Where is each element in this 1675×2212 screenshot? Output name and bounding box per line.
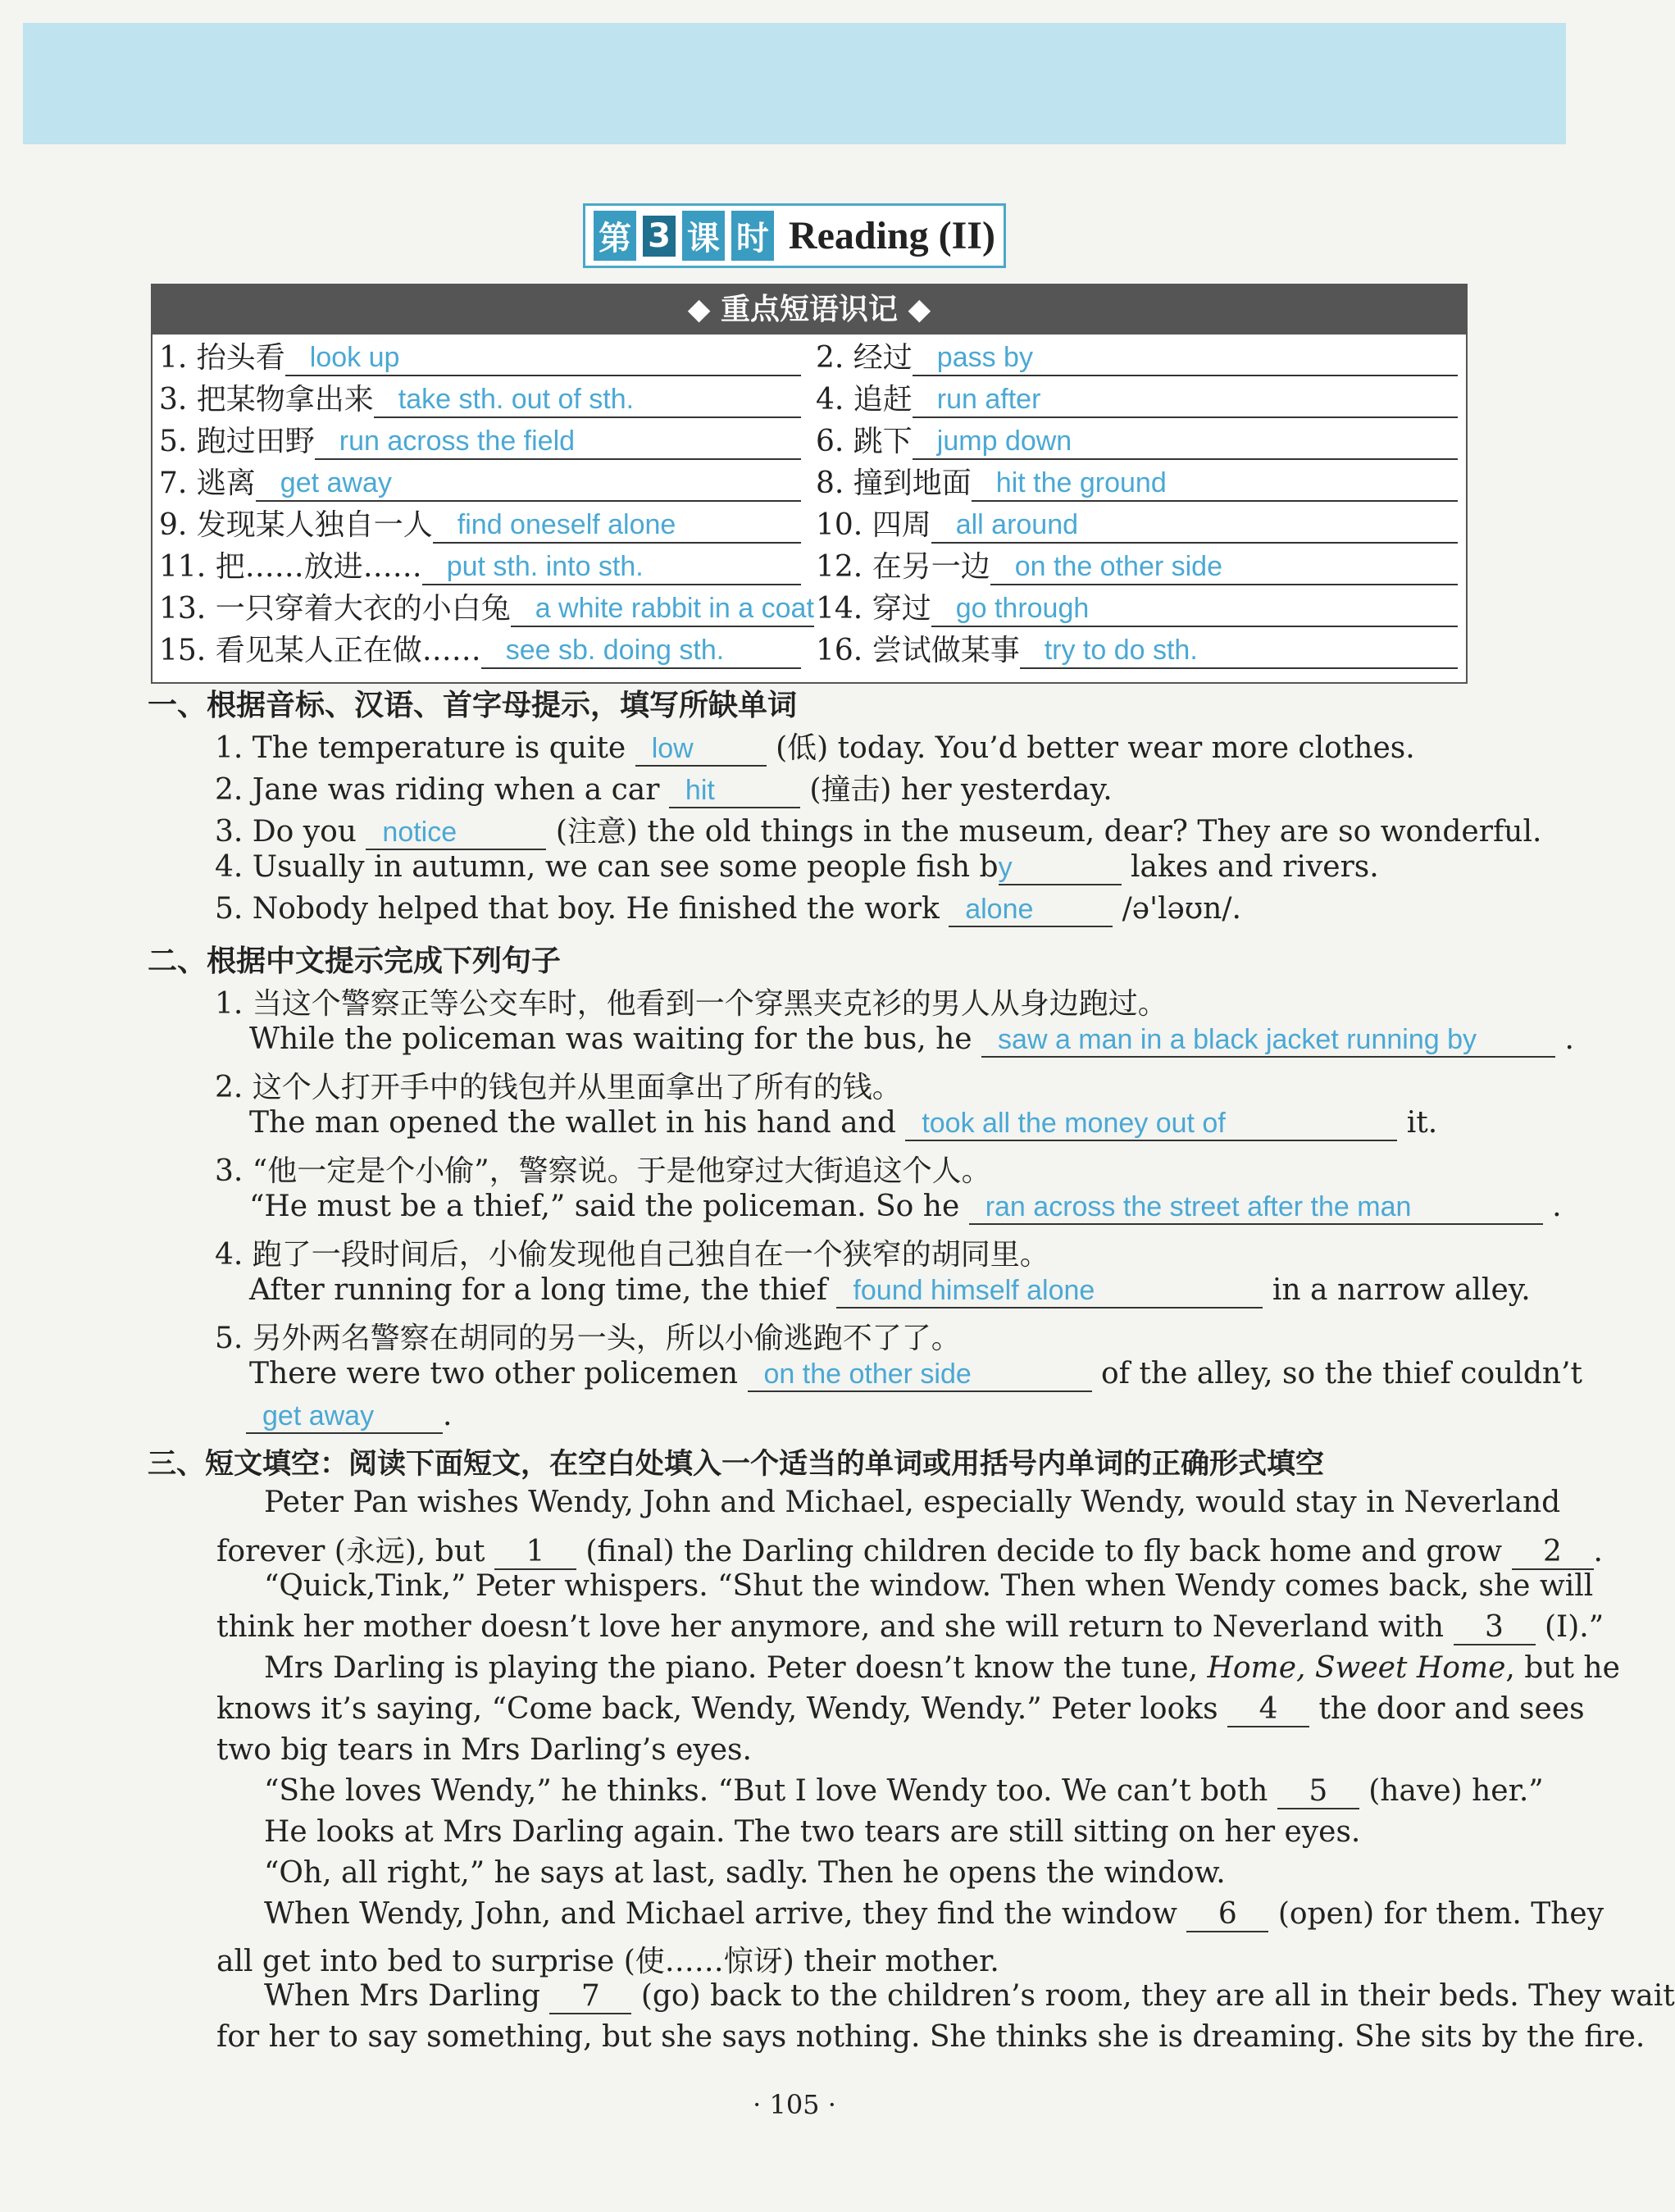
numbered-blank: 1 (494, 1535, 576, 1570)
phrase-label: 12. 在另一边 (816, 550, 990, 584)
answer-blank: ran across the street after the man (969, 1191, 1543, 1225)
answer-blank: notice (366, 817, 546, 850)
phrase-cell (152, 585, 814, 627)
chinese-prompt: 3. “他一定是个小偷”，警察说。于是他穿过大街追这个人。 (215, 1154, 991, 1188)
english-sentence: There were two other policemen on the other side of the alley, so the thief couldn’t (249, 1357, 1582, 1390)
phrase-row (152, 544, 1466, 585)
top-color-band (23, 23, 1566, 144)
phrase-row (152, 376, 1466, 418)
phrase-cell (809, 376, 1466, 418)
phrase-label: 15. 看见某人正在做…… (159, 634, 481, 667)
phrase-cell (809, 460, 1466, 502)
phrase-cell (152, 460, 809, 502)
phrase-cell (809, 418, 1466, 460)
phrase-row (152, 460, 1466, 502)
lesson-title (0, 203, 1589, 268)
phrase-answer: hit the ground (972, 466, 1458, 502)
phrase-cell (809, 544, 1466, 585)
page-number: · 105 · (753, 2089, 836, 2120)
phrase-row (152, 627, 1466, 669)
sentence-end: . (443, 1399, 453, 1432)
section-2-item-5-continuation (246, 1399, 452, 1434)
answer-blank: saw a man in a black jacket running by (981, 1024, 1555, 1058)
phrase-answer: get away (256, 466, 801, 502)
phrase-answer: on the other side (990, 549, 1458, 585)
phrase-label: 5. 跑过田野 (159, 425, 315, 458)
passage-line: He looks at Mrs Darling again. The two tears are still sitting on her eyes. (264, 1815, 1361, 1849)
chinese-prompt: 2. 这个人打开手中的钱包并从里面拿出了所有的钱。 (215, 1071, 902, 1104)
phrase-row (152, 418, 1466, 460)
english-sentence: The man opened the wallet in his hand and took all the money out of it. (249, 1106, 1438, 1140)
section-1-heading: 一、根据音标、汉语、首字母提示，填写所缺单词 (148, 689, 798, 722)
phrase-answer: all around (931, 507, 1458, 544)
phrase-cell (809, 335, 1466, 376)
chinese-prompt: 4. 跑了一段时间后，小偷发现他自己独自在一个狭窄的胡同里。 (215, 1238, 1049, 1272)
english-sentence: “He must be a thief,” said the policeman. So he ran across the street after the man . (249, 1190, 1562, 1223)
song-title: Home, Sweet Home (1207, 1651, 1506, 1685)
numbered-blank: 7 (549, 1979, 631, 2014)
phrase-label: 13. 一只穿着大衣的小白兔 (159, 592, 511, 626)
phrase-table-heading: ◆ 重点短语识记 ◆ (152, 285, 1466, 335)
phrase-answer: pass by (913, 340, 1458, 376)
passage-line: two big tears in Mrs Darling’s eyes. (216, 1733, 752, 1767)
phrase-label: 6. 跳下 (816, 425, 913, 458)
phrase-label: 4. 追赶 (816, 383, 913, 416)
phrase-answer: take sth. out of sth. (374, 382, 801, 418)
numbered-blank: 4 (1227, 1692, 1309, 1727)
passage-line: “Oh, all right,” he says at last, sadly. Then he opens the window. (264, 1856, 1226, 1890)
page-title: Reading (II) (788, 214, 995, 257)
exercise-item: 3. Do you notice (注意) the old things in the museum, dear? They are so wonderful. (215, 815, 1542, 849)
phrase-cell (809, 627, 1466, 669)
passage-line: Peter Pan wishes Wendy, John and Michael, especially Wendy, would stay in Neverland (264, 1486, 1561, 1519)
numbered-blank: 2 (1512, 1535, 1594, 1570)
phrase-cell (152, 418, 809, 460)
answer-blank: on the other side (748, 1359, 1092, 1392)
phrase-label: 16. 尝试做某事 (816, 634, 1020, 667)
answer-blank: took all the money out of (905, 1108, 1397, 1141)
phrase-answer: look up (285, 340, 801, 376)
phrase-answer: try to do sth. (1020, 633, 1458, 669)
chinese-prompt: 5. 另外两名警察在胡同的另一头，所以小偷逃跑不了了。 (215, 1322, 961, 1355)
passage-line: When Mrs Darling 7 (go) back to the children’s room, they are all in their beds. They wait (264, 1979, 1675, 2013)
phrase-cell (809, 502, 1466, 544)
phrase-answer: a white rabbit in a coat (511, 591, 814, 627)
exercise-item: 2. Jane was riding when a car hit (撞击) her yesterday. (215, 773, 1113, 807)
passage-line: Mrs Darling is playing the piano. Peter doesn’t know the tune, Home, Sweet Home, but he (264, 1651, 1620, 1685)
passage-line: When Wendy, John, and Michael arrive, they find the window 6 (open) for them. They (264, 1897, 1604, 1931)
exercise-item: 4. Usually in autumn, we can see some people fish by lakes and rivers. (215, 850, 1379, 884)
passage-line: “Quick,Tink,” Peter whispers. “Shut the window. Then when Wendy comes back, she will (264, 1569, 1594, 1603)
section-2-heading: 二、根据中文提示完成下列句子 (148, 944, 562, 978)
phrase-answer: find oneself alone (433, 507, 801, 544)
phrase-row (152, 502, 1466, 544)
phrase-label: 10. 四周 (816, 508, 931, 542)
lesson-cell: 课 (682, 211, 725, 261)
answer-blank: found himself alone (836, 1275, 1263, 1309)
answer-blank: hit (669, 775, 800, 808)
answer-blank: y (999, 852, 1122, 885)
phrase-cell (809, 585, 1466, 627)
phrase-label: 11. 把……放进…… (159, 550, 422, 584)
passage-line: think her mother doesn’t love her anymore, and she will return to Neverland with 3 (I).” (216, 1610, 1604, 1644)
phrase-cell (152, 376, 809, 418)
english-sentence: After running for a long time, the thief found himself alone in a narrow alley. (249, 1273, 1531, 1307)
passage-line: “She loves Wendy,” he thinks. “But I love Wendy too. We can’t both 5 (have) her.” (264, 1774, 1544, 1808)
phrase-answer: see sb. doing sth. (481, 633, 801, 669)
exercise-item: 5. Nobody helped that boy. He finished the work alone /ə'ləʊn/. (215, 892, 1241, 926)
lesson-cell: 第 (594, 211, 636, 261)
english-sentence: While the policeman was waiting for the bus, he saw a man in a black jacket running by . (249, 1022, 1574, 1056)
passage-line: forever (永远), but 1 (final) the Darling children decide to fly back home and grow 2 . (216, 1535, 1603, 1568)
section-3-heading: 三、短文填空：阅读下面短文，在空白处填入一个适当的单词或用括号内单词的正确形式填空 (148, 1448, 1325, 1481)
numbered-blank: 3 (1454, 1610, 1536, 1645)
phrase-cell (152, 544, 809, 585)
answer-blank: get away (246, 1400, 443, 1434)
answer-blank: alone (949, 894, 1113, 927)
phrase-answer: jump down (913, 424, 1458, 460)
phrase-label: 8. 撞到地面 (816, 467, 972, 500)
phrase-label: 3. 把某物拿出来 (159, 383, 374, 416)
exercise-item: 1. The temperature is quite low (低) today. You’d better wear more clothes. (215, 731, 1415, 765)
passage-line: knows it’s saying, “Come back, Wendy, Wendy, Wendy.” Peter looks 4 the door and sees (216, 1692, 1585, 1726)
passage-line: for her to say something, but she says nothing. She thinks she is dreaming. She sits by the fire. (216, 2020, 1645, 2054)
phrase-label: 7. 逃离 (159, 467, 256, 500)
chinese-prompt: 1. 当这个警察正等公交车时，他看到一个穿黑夹克衫的男人从身边跑过。 (215, 987, 1167, 1021)
phrase-row (152, 585, 1466, 627)
answer-blank: low (635, 733, 767, 767)
phrase-row (152, 335, 1466, 376)
phrase-answer: put sth. into sth. (422, 549, 801, 585)
phrase-label: 9. 发现某人独自一人 (159, 508, 433, 542)
phrase-cell (152, 335, 809, 376)
phrase-label: 1. 抬头看 (159, 341, 285, 375)
phrase-cell (152, 627, 809, 669)
numbered-blank: 6 (1186, 1897, 1268, 1932)
title-box (583, 203, 1006, 268)
passage-line: all get into bed to surprise (使……惊讶) their mother. (216, 1945, 999, 1978)
key-phrase-table (151, 284, 1468, 684)
phrase-cell (152, 502, 809, 544)
phrase-label: 2. 经过 (816, 341, 913, 375)
numbered-blank: 5 (1277, 1774, 1359, 1809)
phrase-answer: run across the field (315, 424, 801, 460)
phrase-answer: run after (913, 382, 1458, 418)
lesson-number: 3 (643, 216, 676, 257)
phrase-rows (152, 335, 1466, 669)
lesson-cell: 时 (731, 211, 774, 261)
phrase-label: 14. 穿过 (816, 592, 931, 626)
phrase-answer: go through (931, 591, 1458, 627)
